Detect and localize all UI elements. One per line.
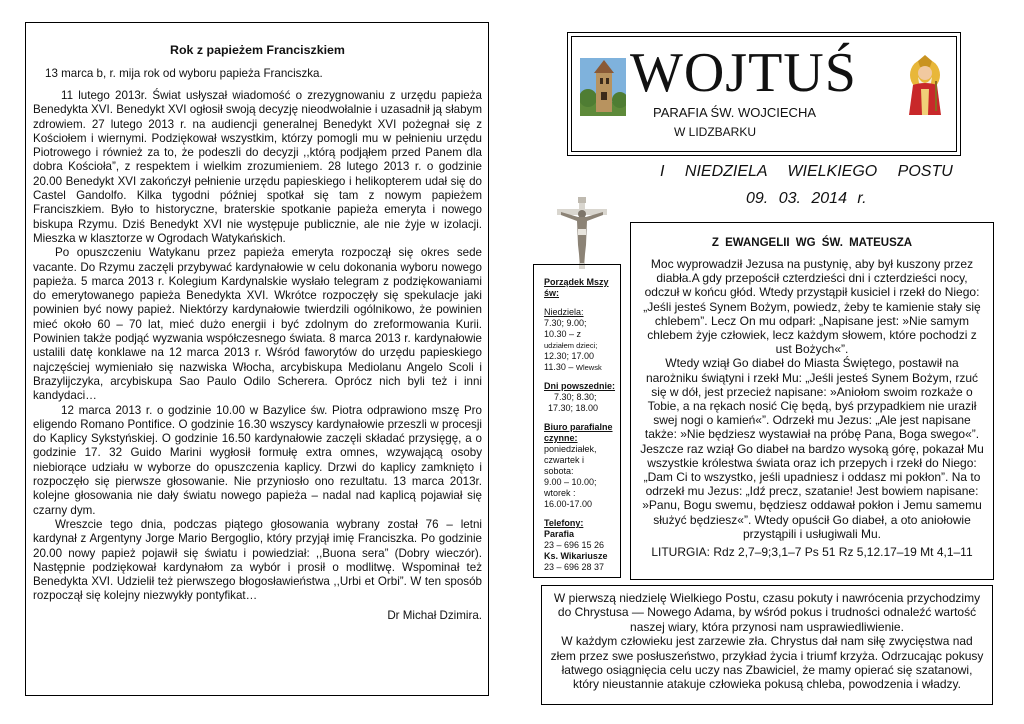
office-hours: wtorek : <box>544 488 576 498</box>
liturgy-readings: LITURGIA: Rdz 2,7–9;3,1–7 Ps 51 Rz 5,12.17–19 Mt 4,1–11 <box>651 545 973 560</box>
office-hours: 9.00 – 10.00; <box>544 477 597 487</box>
office-hours: poniedziałek, <box>544 444 597 454</box>
weekday-label: Dni powszednie: <box>544 381 616 391</box>
gospel-title: Z EWANGELII WG ŚW. MATEUSZA <box>711 237 913 249</box>
sunday-label: Niedziela: <box>544 307 584 317</box>
article-paragraph: Wreszcie tego dnia, podczas piątego głosowania wybrany został 76 – letni kardynał z Argentyny Jorge Mario Bergoglio, który przyjął imię Franciszka. Po godzinie 20.00 nowy papież pojawił się światu i powiedział: ,,Buona sera” (Dobry wieczór). Następnie podziękował kardynałom za wybór i prosił o modlitwę. Wspominał też Benedykta XVI. Udzielił też pierwszego błogosławieństwa ,,Urbi et Orbi”. W ten sposób rozpoczął się kolejny niezwykły pontyfikat… <box>33 517 482 603</box>
sunday-children-note: udziałem dzieci; <box>544 341 598 350</box>
parish-phone-label: Parafia <box>544 529 575 539</box>
article-lead: 13 marca b, r. mija rok od wyboru papieża Franciszka. <box>45 67 323 80</box>
sunday-time: 10.30 – z <box>544 329 582 339</box>
schedule-title: Porządek Mszy św: <box>544 277 609 298</box>
crucifix-photo <box>553 197 611 269</box>
article-title: Rok z papieżem Franciszkiem <box>170 43 345 57</box>
mass-schedule <box>533 264 621 578</box>
sunday-wlewsk-place: Wlewsk <box>575 363 602 372</box>
article-body <box>33 89 482 604</box>
article-signature: Dr Michał Dzimira. <box>387 608 482 622</box>
office-hours: 16.00-17.00 <box>544 499 593 509</box>
masthead <box>567 32 961 156</box>
parish-town: W LIDZBARKU <box>674 125 757 139</box>
sunday-time: 7.30; 9.00; <box>544 318 587 328</box>
sunday-wlewsk-time: 11.30 – <box>544 362 574 372</box>
reflection-paragraph: W każdym człowieku jest zarzewie zła. Chrystus dał nam siłę zwycięstwa nad złem przez swe posłuszeństwo, przykład życia i triumf krzyża. Odrzucając pokusy łatwego osiągnięcia celu uczy nas Zbawiciel, że mamy opierać się szatanowi, który nieustannie atakuje człowieka pokusą chleba, powodzenia i władzy. <box>550 634 984 692</box>
phones-label: Telefony: <box>544 518 584 528</box>
church-tower-photo <box>580 58 626 116</box>
article-box <box>25 22 489 696</box>
newsletter-title: WOJTUŚ <box>630 42 857 104</box>
weekday-time: 7.30; 8.30; <box>554 392 597 402</box>
weekday-time: 17.30; 18.00 <box>548 403 599 413</box>
sunday-heading: I NIEDZIELA WIELKIEGO POSTU <box>660 163 953 180</box>
office-hours: czwartek i <box>544 455 585 465</box>
issue-date: 09. 03. 2014 r. <box>746 190 867 207</box>
gospel-box <box>630 222 994 580</box>
sunday-wlewsk <box>544 362 617 373</box>
article-paragraph: 12 marca 2013 r. o godzinie 10.00 w Bazylice św. Piotra odprawiono mszę Pro eligendo Romano Pontifice. O godzinie 16.30 wszyscy kardynałowie przeszli w procesji do Kaplicy Sykstyńskiej. O godzinie 16.50 kardynałowie zaczęli składać przysięgę, a o godzinie 17. 32 Guido Marini wygłosił formułę extra omnes, wzywającą osoby niebiorące udziału w wyborze do opuszczenia kaplicy. Drzwi do kaplicy zamknięto i rozpoczęło się pierwsze głosowanie. Nie przyniosło ono rezultatu. 13 marca 2013r. kolejne głosowania nie dały światu nowego papieża – nadal nad kaplicą pojawiał się czarny dym. <box>33 403 482 517</box>
article-paragraph: Po opuszczeniu Watykanu przez papieża emeryta rozpoczął się okres sede vacante. Do Rzymu zaczęli przybywać kardynałowie w celu dokonania wyboru nowego papieża. 5 marca 2013 r. Kolegium Kardynalskie wysłało telegram z podziękowaniami do emerytowanego papieża Benedykta XVI. Wkrótce rozpoczęły się spekulacje jaki powinien być nowy papież. Niektórzy kardynałowie twierdzili ogólnikowo, że powinien mieć około 60 – 70 lat, mieć dużo energii i być zdolnym do zreformowania Kurii. Powinien także podjąć wyzwania współczesnego świata. 8 marca 2013 r. kardynałowie ustalili datę konklawe na 12 marca 2013 r. Wśród faworytów do urzędu papieskiego najczęściej wymieniało się nazwiska Włocha, arcybiskupa Mediolanu Angelo Scoli i Brazylijczyka, arcybiskupa Sao Paulo Odilo Scherera. Oprócz nich byli też i inni kandydaci… <box>33 246 482 403</box>
reflection-paragraph: W pierwszą niedzielę Wielkiego Postu, czasu pokuty i nawrócenia przychodzimy do Chrystusa — Nowego Adama, by wśród pokus i trudności odnaleźć wartość naszej wiary, która przynosi nam usprawiedliwienie. <box>553 591 981 634</box>
saint-adalbert-icon <box>901 55 949 115</box>
article-paragraph: 11 lutego 2013r. Świat usłyszał wiadomość o zrezygnowaniu z urzędu papieża Benedykta XVI. Benedykt XVI ogłosił swoją decyzję nieodwołalnie i uzasadnił ją słabym zdrowiem. 27 lutego 2013 r. na audiencji generalnej Benedykt XVI pożegnał się z Kościołem i wiernymi. Podziękował wszystkim, którzy pomogli mu w pełnieniu urzędu Piotrowego i również za to, że podeszli do decyzji ,,którą podjąłem przed Panem dla dobra Kościoła”, z respektem i wielkim zrozumieniem. 28 lutego 2013 r. o godzinie 20.00 Benedykt XVI zakończył pełnienie urzędu papieskiego i helikopterem udał się do Castel Gandolfo. Kilka tygodni później spotkał się tam z nowym papieżem Franciszkiem. Było to historyczne, braterskie spotkanie papieża emeryta i nowego biskupa Rzymu. Dziś Benedykt XVI nie występuje publicznie, ale nie żyje w izolacji. Mieszka w klasztorze w Ogrodach Watykańskich. <box>33 89 482 245</box>
sunday-time: 12.30; 17.00 <box>544 351 595 361</box>
office-hours: sobota: <box>544 466 574 476</box>
vicar-phone: 23 – 696 28 37 <box>544 562 605 572</box>
vicar-phone-label: Ks. Wikariusze <box>544 551 608 561</box>
parish-phone: 23 – 696 15 26 <box>544 540 605 550</box>
gospel-text: Moc wyprowadził Jezusa na pustynię, aby był kuszony przez diabła.A gdy przepościł czterdzieści dni i czterdzieści nocy, odczuł w końcu głód. Wtedy przystąpił kusiciel i rzekł do Niego: „Jeśli jesteś Synem Bożym, powiedz, żeby te kamienie stały się chlebem”. Lecz On mu odparł: „Napisane jest: »Nie samym chlebem żyje człowiek, lecz każdym słowem, które pochodzi z ust Bożych«”. Wtedy wziął Go diabeł do Miasta Świętego, postawił na narożniku świątyni i rzekł Mu: „Jeśli jesteś Synem Bożym, rzuć się w dół, jest przecież napisane: »Aniołom swoim rozkaże o Tobie, a na rękach nosić Cię będą, byś przypadkiem nie uraził swej nogi o kamień«”. Odrzekł mu Jezus: „Ale jest napisane także: »Nie będziesz wystawiał na próbę Pana, Boga swego«”. Jeszcze raz wziął Go diabeł na bardzo wysoką górę, pokazał Mu wszystkie królestwa świata oraz ich przepych i rzekł do Niego: „Dam Ci to wszystko, jeśli upadniesz i oddasz mi pokłon”. Na to odrzekł mu Jezus: „Idź precz, szatanie! Jest bowiem napisane: »Panu, Bogu swemu, będziesz oddawał pokłon i Jemu samemu służyć będziesz«”. Wtedy opuścił Go diabeł, a oto aniołowie przystąpili i usługiwali Mu. <box>640 257 984 541</box>
parish-name: PARAFIA ŚW. WOJCIECHA <box>653 105 817 120</box>
reflection-box <box>541 585 993 705</box>
office-label: Biuro parafialne czynne: <box>544 422 613 443</box>
